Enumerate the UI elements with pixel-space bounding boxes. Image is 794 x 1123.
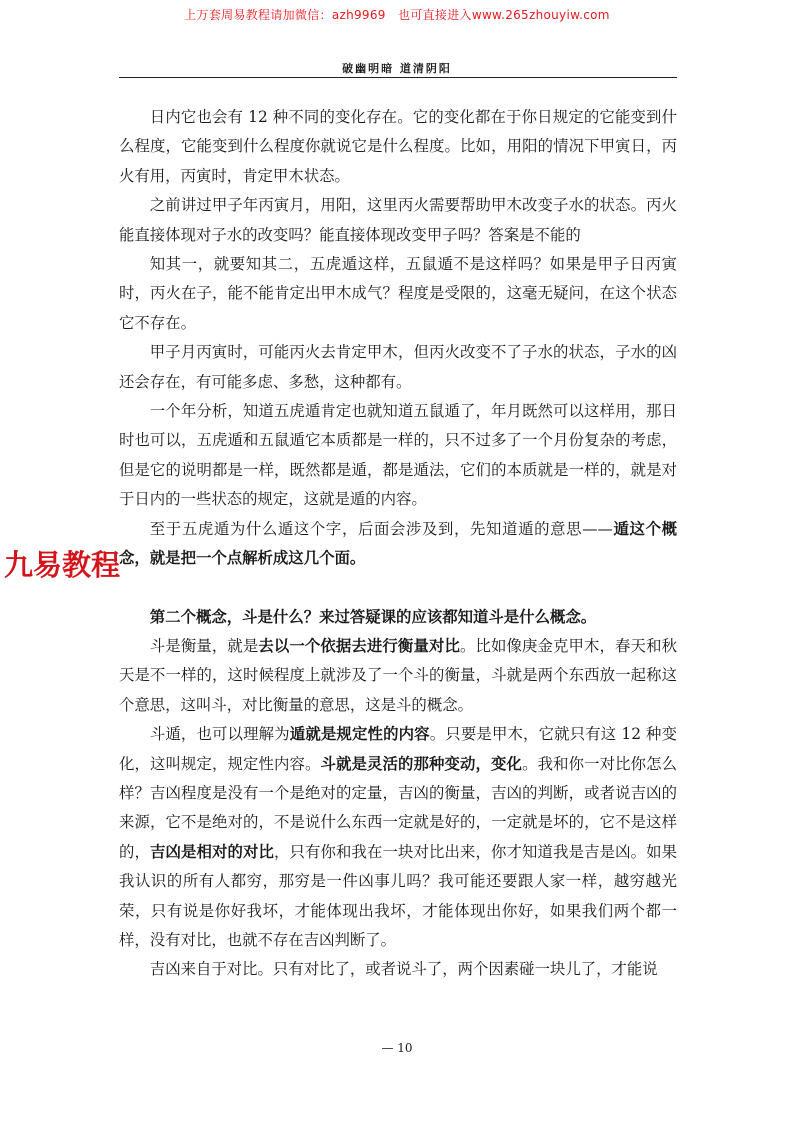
paragraph <box>119 955 677 984</box>
bold-run: 第二个概念，斗是什么？来过答疑课的应该都知道斗是什么概念。 <box>149 607 597 626</box>
paragraph <box>119 250 677 338</box>
paragraph <box>119 720 677 955</box>
text-run: 至于五虎遁为什么遁这个字，后面会涉及到，先知道遁的意思—— <box>149 519 613 538</box>
paragraph <box>119 603 677 632</box>
text-run: 之前讲过甲子年丙寅月，用阳，这里丙火需要帮助甲木改变子水的状态。丙火能直接体现对子水的改变吗？能直接体现改变甲子吗？答案是不能的 <box>119 196 677 244</box>
bold-run: 遁这个概念，就是把一个点解析成这几个面。 <box>119 519 677 568</box>
paragraph <box>119 103 677 191</box>
bold-run: 遁就是规定性的内容 <box>289 725 430 744</box>
text-run: 。只要是甲木，它就只有这 12 种变化，这叫规定，规定性内容。 <box>119 725 677 773</box>
header-rule <box>119 77 677 78</box>
paragraph <box>119 338 677 397</box>
bold-run: 去以一个依据去进行衡量对比 <box>258 636 460 655</box>
paragraph <box>119 515 677 574</box>
watermark-stamp: 九易教程 <box>4 548 121 582</box>
text-run: 日内它也会有 12 种不同的变化存在。它的变化都在于你日规定的它能变到什么程度，它能变到什么程度你就说它是什么程度。比如，用阳的情况下甲寅日，丙火有用，丙寅时，肯定甲木状态。 <box>119 108 677 185</box>
paragraph <box>119 191 677 250</box>
text-run: 。比如像庚金克甲木，春天和秋天是不一样的，这时候程度上就涉及了一个斗的衡量，斗就是两个东西放一起称这个意思，这叫斗，对比衡量的意思，这是斗的概念。 <box>119 636 677 714</box>
paragraph <box>119 632 677 720</box>
promo-header: 上万套周易教程请加微信：azh9969 也可直接进入www.265zhouyiw.com <box>184 8 610 22</box>
text-run: 。我和你一对比你怎么样？吉凶程度是没有一个是绝对的定量，吉凶的衡量，吉凶的判断，或者说吉凶的来源，它不是绝对的，不是说什么东西一定就是好的，一定就是坏的，它不是这样的， <box>119 754 677 861</box>
bold-run: 吉凶是相对的对比 <box>150 842 275 861</box>
text-run: 甲子月丙寅时，可能丙火去肯定甲木，但丙火改变不了子水的状态，子水的凶还会存在，有可能多虑、多愁，这种都有。 <box>119 343 677 391</box>
page-number: — 10 <box>381 1041 413 1055</box>
text-run: ，只有你和我在一块对比出来，你才知道我是吉是凶。如果我认识的所有人都穷，那穷是一件凶事儿吗？我可能还要跟人家一样，越穷越光荣，只有说是你好我坏，才能体现出我坏，才能体现出你好，如果我们两个都一样，没有对比，也就不存在吉凶判断了。 <box>119 842 677 949</box>
text-run: 一个年分析，知道五虎遁肯定也就知道五鼠遁了，年月既然可以这样用，那日时也可以，五虎遁和五鼠遁它本质都是一样的，只不过多了一个月份复杂的考虑，但是它的说明都是一样，既然都是遁，都是遁法，它们的本质就是一样的，就是对于日内的一些状态的规定，这就是遁的内容。 <box>119 402 677 509</box>
text-run: 斗遁，也可以理解为 <box>149 725 290 744</box>
text-run: 吉凶来自于对比。只有对比了，或者说斗了，两个因素碰一块儿了，才能说 <box>149 960 658 979</box>
document-body <box>119 103 677 985</box>
paragraph <box>119 397 677 515</box>
running-head: 破幽明暗 道清阴阳 <box>342 62 452 75</box>
text-run: 斗是衡量，就是 <box>149 636 259 655</box>
text-run: 知其一，就要知其二，五虎遁这样，五鼠遁不是这样吗？如果是甲子日丙寅时，丙火在子，能不能肯定出甲木成气？程度是受限的，这毫无疑问，在这个状态它不存在。 <box>119 255 677 332</box>
bold-run: 斗就是灵活的那种变动，变化 <box>320 754 523 773</box>
